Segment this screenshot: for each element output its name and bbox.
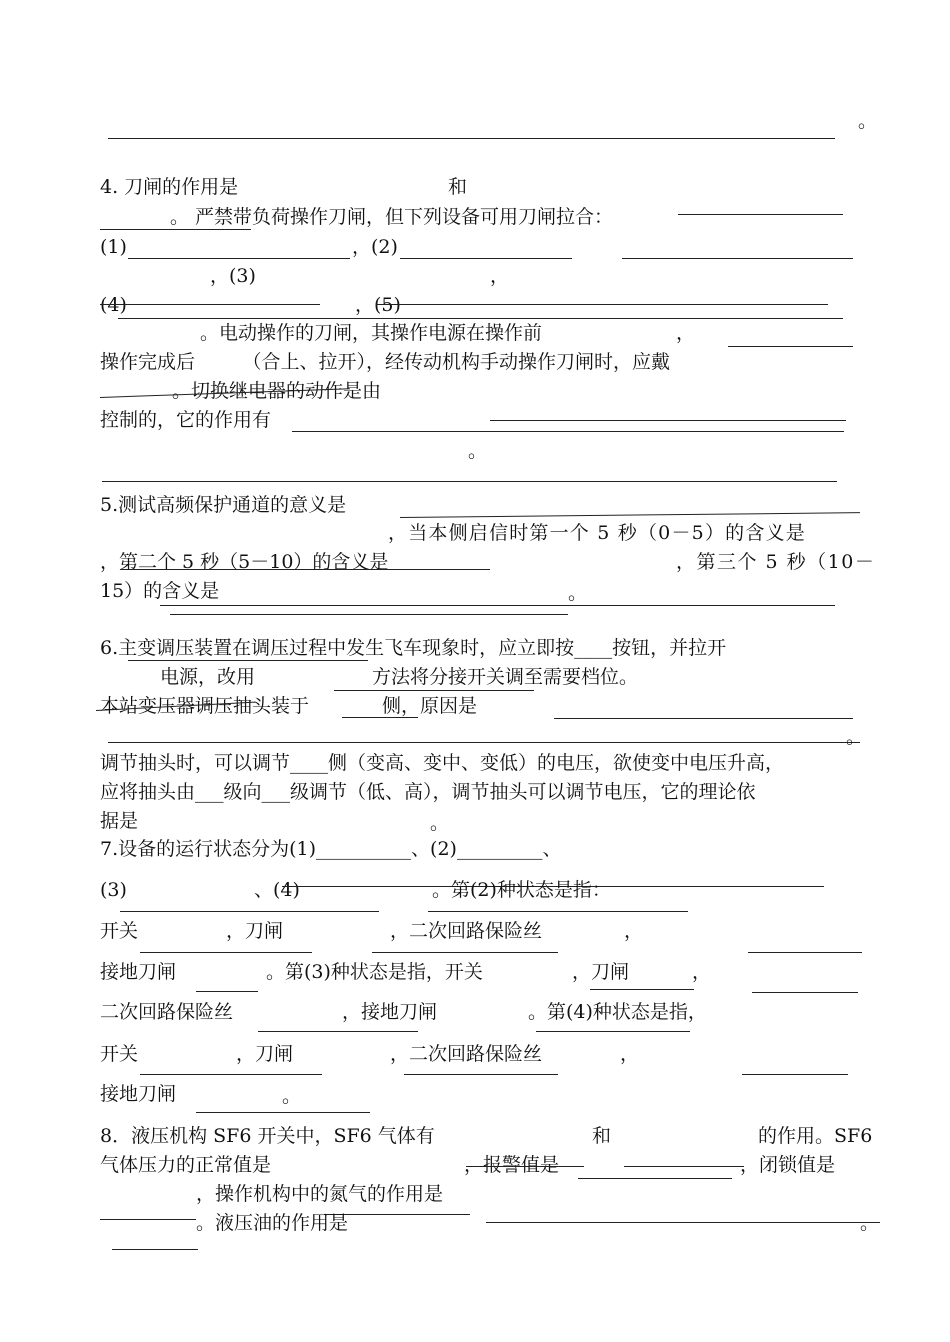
blank-line: [372, 952, 558, 953]
q8-text: 的作用。SF6: [758, 1125, 873, 1147]
q7-text: 开关: [100, 920, 139, 942]
q6-text: 6.主变调压装置在调压过程中发生飞车现象时，应立即按____按钮，并拉开: [100, 637, 727, 659]
blank-line: [258, 1031, 418, 1032]
answer-line: [108, 138, 835, 139]
q4-text: ，: [490, 265, 510, 287]
q4-text: 。切换继电器的动作是由: [172, 380, 382, 402]
q7-text: ，刀闸: [572, 961, 630, 983]
blank-line: [112, 1249, 198, 1250]
q7-text: (3): [100, 879, 127, 901]
q8-text: ，操作机构中的氮气的作用是: [196, 1183, 444, 1205]
q7-text: 。第(2)种状态是指：: [432, 879, 611, 901]
q6-text: 本站变压器调压抽头装于: [100, 695, 310, 717]
blank-line: [160, 605, 835, 606]
q6-text: 。: [430, 812, 450, 834]
blank-line: [292, 431, 844, 432]
q4-text: ，(2): [352, 236, 398, 258]
q7-text: 、(4): [254, 879, 300, 901]
q6-text: 方法将分接开关调至需要档位。: [372, 666, 639, 688]
blank-line: [196, 1112, 370, 1113]
q8-text: 。: [860, 1212, 880, 1234]
blank-line: [466, 1166, 584, 1167]
blank-line: [334, 690, 534, 691]
blank-line: [108, 742, 860, 743]
blank-line: [118, 318, 843, 319]
blank-line: [120, 569, 490, 570]
q8-text: 8．液压机构 SF6 开关中，SF6 气体有: [100, 1125, 435, 1147]
q7-text: ，接地刀闸: [342, 1001, 438, 1023]
q7-text: 接地刀闸: [100, 961, 177, 983]
blank-line: [404, 1074, 558, 1075]
q6-text: 调节抽头时，可以调节____侧（变高、变中、变低）的电压，欲使变中电压升高，: [100, 752, 785, 774]
blank-line: [170, 614, 568, 615]
blank-line: [728, 346, 853, 347]
q7-text: 。: [282, 1085, 302, 1107]
q7-text: 接地刀闸: [100, 1083, 177, 1105]
blank-line: [400, 512, 860, 518]
blank-line: [196, 991, 258, 992]
q4-text: (1): [100, 236, 127, 258]
q6-text: 应将抽头由___级向___级调节（低、高），调节抽头可以调节电压，它的理论依: [100, 781, 756, 803]
blank-line: [748, 952, 862, 953]
q7-text: 。第(3)种状态是指，开关: [266, 961, 483, 983]
q4-text: ，: [676, 322, 696, 344]
blank-line: [624, 1166, 744, 1167]
blank-line: [554, 718, 853, 719]
blank-line: [578, 1178, 732, 1179]
q5-text: ，当本侧启信时第一个 5 秒（0－5）的含义是: [388, 522, 806, 544]
q4-text: (4): [100, 294, 127, 316]
q6-text: 电源，改用: [160, 666, 256, 688]
q8-text: 和: [592, 1125, 612, 1147]
blank-line: [376, 304, 828, 305]
q5-text: ，第二个 5 秒（5－10）的含义是: [100, 551, 389, 573]
q4-text: 。: [468, 440, 488, 462]
blank-line: [678, 214, 843, 215]
q4-text: 。 严禁带负荷操作刀闸，但下列设备可用刀闸拉合：: [170, 206, 614, 228]
blank-line: [140, 952, 312, 953]
q8-text: ，闭锁值是: [740, 1154, 836, 1176]
q4-text: ，(5): [355, 294, 401, 316]
q5-text: ，第三个 5 秒（10－: [676, 551, 876, 573]
blank-line: [100, 229, 251, 230]
blank-line: [752, 992, 858, 993]
q7-text: ，: [692, 961, 712, 983]
blank-line: [590, 989, 694, 990]
q7-text: 7.设备的运行状态分为(1)__________、(2)_________、: [100, 838, 562, 860]
period: 。: [858, 110, 878, 132]
q4-text: 4. 刀闸的作用是: [100, 176, 239, 198]
q6-text: 据是: [100, 810, 139, 832]
q4-text: ，(3): [210, 265, 256, 287]
q8-text: 。液压油的作用是: [196, 1212, 349, 1234]
blank-line: [742, 1074, 848, 1075]
q4-text: 控制的，它的作用有: [100, 409, 272, 431]
q5-text: 5.测试高频保护通道的意义是: [100, 494, 347, 516]
blank-line: [536, 1031, 690, 1032]
blank-line: [128, 660, 368, 661]
q4-text: 和: [448, 176, 468, 198]
blank-line: [100, 1219, 196, 1220]
q6-text: 侧，原因是: [382, 695, 478, 717]
blank-line: [428, 911, 688, 912]
q8-text: ，报警值是: [464, 1154, 560, 1176]
blank-line: [486, 1222, 880, 1223]
blank-line: [100, 304, 320, 305]
blank-line: [342, 717, 418, 718]
q5-text: 15）的含义是: [100, 580, 220, 602]
q6-text: 。: [846, 726, 866, 748]
q4-text: 。电动操作的刀闸，其操作电源在操作前: [200, 322, 543, 344]
q7-text: ，: [620, 1043, 640, 1065]
blank-line: [622, 258, 853, 259]
q8-text: 气体压力的正常值是: [100, 1154, 272, 1176]
q7-text: 开关: [100, 1043, 139, 1065]
blank-line: [490, 420, 846, 421]
q7-text: ，刀闸: [226, 920, 284, 942]
q7-text: ，二次回路保险丝: [390, 920, 543, 942]
blank-line: [120, 911, 379, 912]
blank-line: [102, 481, 837, 482]
q7-text: 。第(4)种状态是指，: [528, 1001, 707, 1023]
q7-text: ，刀闸: [236, 1043, 294, 1065]
q7-text: ，: [624, 920, 644, 942]
blank-line: [140, 1074, 322, 1075]
q4-text: 操作完成后 （合上、拉开），经传动机构手动操作刀闸时，应戴: [100, 351, 671, 373]
blank-line: [128, 258, 350, 259]
blank-line: [400, 258, 572, 259]
q5-text: 。: [568, 582, 588, 604]
q7-text: 二次回路保险丝: [100, 1001, 234, 1023]
q7-text: ，二次回路保险丝: [390, 1043, 543, 1065]
